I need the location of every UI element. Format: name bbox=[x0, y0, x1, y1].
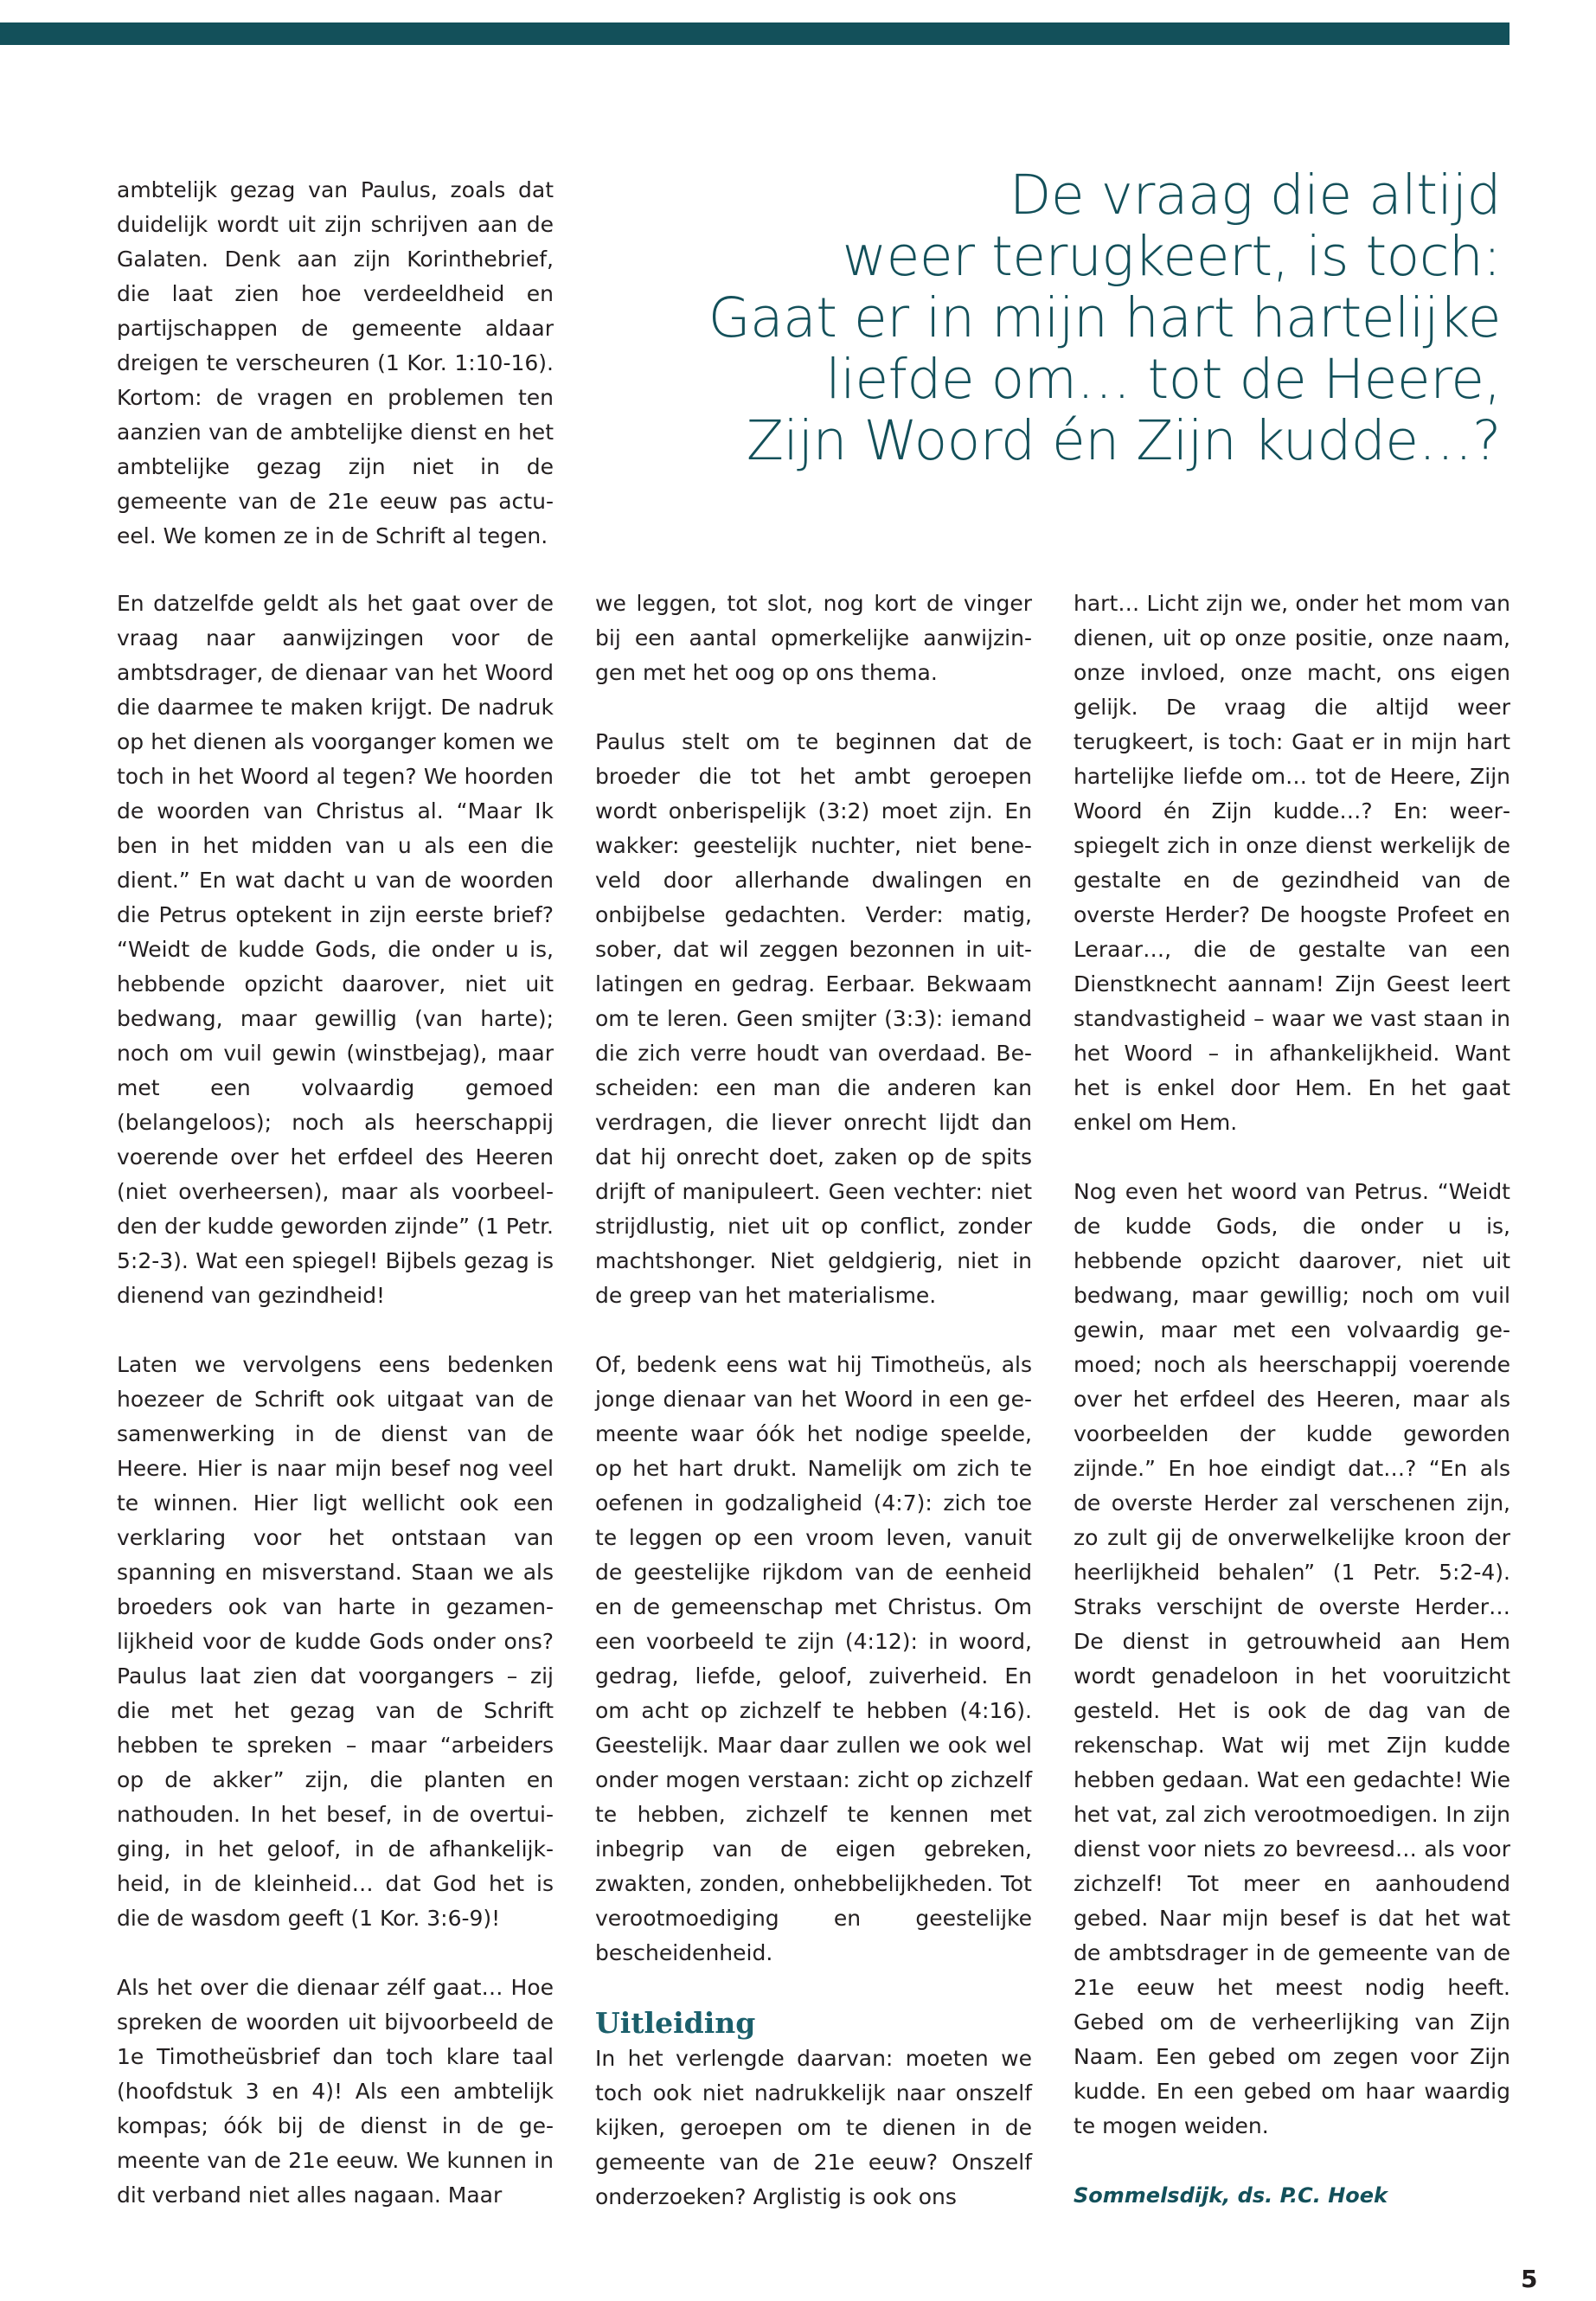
pull-quote-line: Gaat er in mijn hart hartelijke bbox=[708, 286, 1501, 349]
pull-quote-line: Zijn Woord én Zijn kudde…? bbox=[746, 409, 1501, 472]
paragraph: Nog even het woord van Petrus. “Weidt de kudde Gods, die onder u is, hebbende opzicht daarover, niet uit bedwang, maar gewillig; noch om vuil gewin, maar met een volvaardig gemoed; noch als heerschappij voerende over het erfdeel des Heeren, maar als voorbeelden der kudde geworden zijnde.” En hoe eindigt dat…? “En als de overste Herder zal verschenen zijn, zo zult gij de onverwelkelijke kroon der heerlijkheid behalen” (1 Petr. 5:2-4). Straks verschijnt de overste Herder… De dienst in getrouwheid aan Hem wordt genadeloon in het vooruitzicht gesteld. Het is ook de dag van de rekenschap. Wat wij met Zijn kudde hebben gedaan. Wat een gedachte! Wie het vat, zal zich verootmoedigen. In zijn dienst voor niets zo bevreesd… als voor zichzelf! Tot meer en aanhoudend gebed. Naar mijn besef is dat het wat de ambtsdrager in de gemeente van de 21e eeuw het meest nodig heeft. Gebed om de verheerlijking van Zijn Naam. Een gebed om zegen voor Zijn kudde. En een gebed om haar waardig te mogen weiden. bbox=[1074, 1179, 1510, 2138]
paragraph: Laten we vervolgens eens bedenken hoezeer de Schrift ook uitgaat van de samenwerking in de dienst van de Heere. Hier is naar mijn besef nog veel te winnen. Hier ligt wellicht ook een verklaring voor het ontstaan van spanning en misverstand. Staan we als broeders ook van harte in gezamenlijkheid voor de kudde Gods onder ons? Paulus laat zien dat voorgangers – zij die met het gezag van de Schrift hebben te spreken – maar “arbeiders op de akker” zijn, die planten en nathouden. In het besef, in de overtuiging, in het geloof, in de afhankelijkheid, in de kleinheid… dat God het is die de wasdom geeft (1 Kor. 3:6-9)! bbox=[117, 1352, 554, 1931]
page-number: 5 bbox=[1521, 2265, 1538, 2293]
paragraph: we leggen, tot slot, nog kort de vinger bij een aantal opmerkelijke aanwijzingen met het oog op ons thema. bbox=[595, 591, 1032, 685]
paragraph: In het verlengde daarvan: moeten we toch ook niet nadrukkelijk naar onszelf kijken, geroepen om te dienen in de gemeente van de 21e eeuw? Onszelf onderzoeken? Arglistig is ook ons bbox=[595, 2046, 1032, 2209]
pull-quote-line: liefde om… tot de Heere, bbox=[825, 348, 1501, 411]
paragraph: Als het over die dienaar zélf gaat… Hoe spreken de woorden uit bijvoorbeeld de 1e Timotheüsbrief dan toch klare taal (hoofdstuk 3 en 4)! Als een ambtelijk kompas; óók bij de dienst in de gemeente van de 21e eeuw. We kunnen in dit verband niet alles nagaan. Maar bbox=[117, 1975, 554, 2208]
paragraph: Paulus stelt om te beginnen dat de broeder die tot het ambt geroepen wordt onberispelijk (3:2) moet zijn. En wakker: geestelijk nuchter, niet beneveld door allerhande dwalingen en onbijbelse gedachten. Verder: matig, sober, dat wil zeggen bezonnen in uitlatingen en gedrag. Eerbaar. Bekwaam om te leren. Geen smijter (3:3): iemand die zich verre houdt van overdaad. Bescheiden: een man die anderen kan verdragen, die liever onrecht lijdt dan dat hij onrecht doet, zaken op de spits drijft of manipuleert. Geen vechter: niet strijdlustig, niet uit op conflict, zonder machtshonger. Niet geldgierig, niet in de greep van het materialisme. bbox=[595, 729, 1032, 1308]
section-heading: Uitleiding bbox=[595, 2006, 756, 2040]
pull-quote-line: weer terugkeert, is toch: bbox=[842, 225, 1501, 288]
pull-quote bbox=[541, 164, 1501, 471]
top-accent-bar bbox=[0, 22, 1509, 45]
text-column-3 bbox=[1074, 586, 1510, 2213]
intro-paragraph: ambtelijk gezag van Paulus, zoals dat duidelijk wordt uit zijn schrijven aan de Galaten. Denk aan zijn Korinthebrief, die laat zien hoe verdeeldheid en partijschappen de gemeente aldaar dreigen te verscheuren (1 Kor. 1:10-16). Kortom: de vragen en problemen ten aanzien van de ambtelijke dienst en het ambtelijke gezag zijn niet in de gemeente van de 21e eeuw pas actueel. We komen ze in de Schrift al tegen. bbox=[117, 177, 554, 548]
author-signature: Sommelsdijk, ds. P.C. Hoek bbox=[1074, 2183, 1388, 2208]
text-column-2 bbox=[595, 586, 1032, 2214]
pull-quote-line: De vraag die altijd bbox=[1009, 163, 1501, 227]
paragraph: En datzelfde geldt als het gaat over de vraag naar aanwijzingen voor de ambtsdrager, de dienaar van het Woord die daarmee te maken krijgt. De nadruk op het dienen als voorganger komen we toch in het Woord al tegen? We hoorden de woorden van Christus al. “Maar Ik ben in het midden van u als een die dient.” En wat dacht u van de woorden die Petrus optekent in zijn eerste brief? “Weidt de kudde Gods, die onder u is, hebbende opzicht daarover, niet uit bedwang, maar gewillig (van harte); noch om vuil gewin (winstbejag), maar met een volvaardig gemoed (belangeloos); noch als heerschappij voerende over het erfdeel des Heeren (niet overheersen), maar als voorbeelden der kudde geworden zijnde” (1 Petr. 5:2-3). Wat een spiegel! Bijbels gezag is dienend van gezindheid! bbox=[117, 591, 554, 1308]
intro-column bbox=[117, 173, 554, 554]
text-column-1 bbox=[117, 586, 554, 2213]
paragraph: hart… Licht zijn we, onder het mom van dienen, uit op onze positie, onze naam, onze invloed, onze macht, ons eigen gelijk. De vraag die altijd weer terugkeert, is toch: Gaat er in mijn hart hartelijke liefde om… tot de Heere, Zijn Woord én Zijn kudde…? En: weerspiegelt zich in onze dienst werkelijk de gestalte en de gezindheid van de overste Herder? De hoogste Profeet en Leraar…, die de gestalte van een Dienstknecht aannam! Zijn Geest leert standvastigheid – waar we vast staan in het Woord – in afhankelijkheid. Want het is enkel door Hem. En het gaat enkel om Hem. bbox=[1074, 591, 1510, 1135]
paragraph: Of, bedenk eens wat hij Timotheüs, als jonge dienaar van het Woord in een gemeente waar óók het nodige speelde, op het hart drukt. Namelijk om zich te oefenen in godzaligheid (4:7): zich toe te leggen op een vroom leven, vanuit de geestelijke rijkdom van de eenheid en de gemeenschap met Christus. Om een voorbeeld te zijn (4:12): in woord, gedrag, liefde, geloof, zuiverheid. En om acht op zichzelf te hebben (4:16). Geestelijk. Maar daar zullen we ook wel onder mogen verstaan: zicht op zichzelf te hebben, zichzelf te kennen met inbegrip van de eigen gebreken, zwakten, zonden, onhebbelijkheden. Tot verootmoediging en geestelijke bescheidenheid. bbox=[595, 1352, 1032, 1965]
